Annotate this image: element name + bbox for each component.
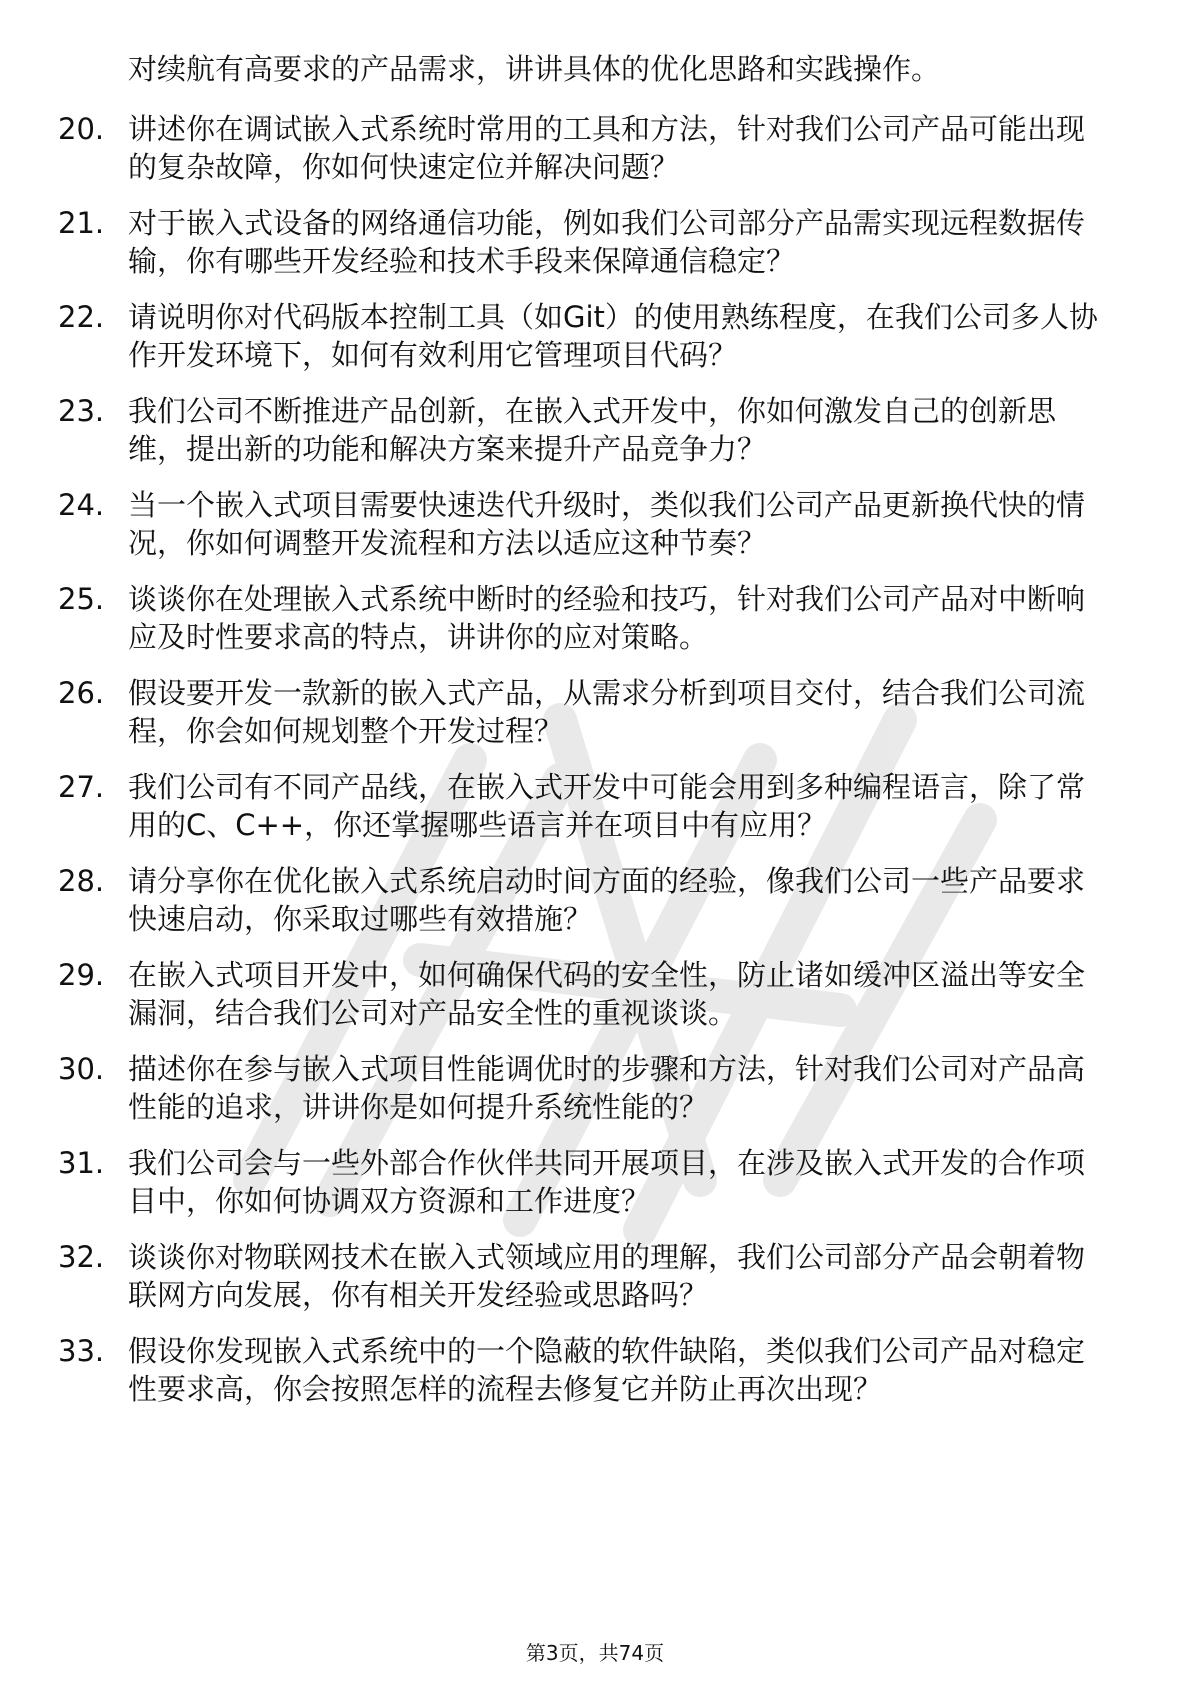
question-number: 31. — [58, 1146, 105, 1180]
question-text: 假设你发现嵌入式系统中的一个隐蔽的软件缺陷，类似我们公司产品对稳定性要求高，你会按照怎样的流程去修复它并防止再次出现？ — [128, 1334, 1086, 1406]
question-text: 我们公司有不同产品线，在嵌入式开发中可能会用到多种编程语言，除了常用的C、C++，你还掌握哪些语言并在项目中有应用？ — [128, 770, 1086, 842]
question-number: 27. — [58, 770, 105, 804]
question-number: 24. — [58, 488, 105, 522]
question-number: 33. — [58, 1334, 105, 1368]
question-text: 在嵌入式项目开发中，如何确保代码的安全性，防止诸如缓冲区溢出等安全漏洞，结合我们公司对产品安全性的重视谈谈。 — [128, 958, 1086, 1030]
question-text: 假设要开发一款新的嵌入式产品，从需求分析到项目交付，结合我们公司流程，你会如何规划整个开发过程？ — [128, 676, 1086, 748]
list-item — [58, 298, 1118, 374]
question-text: 请分享你在优化嵌入式系统启动时间方面的经验，像我们公司一些产品要求快速启动，你采取过哪些有效措施？ — [128, 864, 1086, 936]
list-item — [58, 204, 1118, 280]
question-number: 23. — [58, 394, 105, 428]
list-item — [58, 1144, 1118, 1220]
question-text: 对于嵌入式设备的网络通信功能，例如我们公司部分产品需实现远程数据传输，你有哪些开发经验和技术手段来保障通信稳定？ — [128, 206, 1086, 278]
question-number: 32. — [58, 1240, 105, 1274]
list-item — [58, 674, 1118, 750]
question-text: 当一个嵌入式项目需要快速迭代升级时，类似我们公司产品更新换代快的情况，你如何调整开发流程和方法以适应这种节奏？ — [128, 488, 1086, 560]
question-number: 28. — [58, 864, 105, 898]
question-text: 我们公司会与一些外部合作伙伴共同开展项目，在涉及嵌入式开发的合作项目中，你如何协调双方资源和工作进度？ — [128, 1146, 1086, 1218]
question-text: 讲述你在调试嵌入式系统时常用的工具和方法，针对我们公司产品可能出现的复杂故障，你如何快速定位并解决问题？ — [128, 112, 1086, 184]
question-text: 描述你在参与嵌入式项目性能调优时的步骤和方法，针对我们公司对产品高性能的追求，讲讲你是如何提升系统性能的？ — [128, 1052, 1086, 1124]
list-item — [58, 110, 1118, 186]
list-item — [58, 580, 1118, 656]
list-item — [58, 1238, 1118, 1314]
list-item — [58, 1332, 1118, 1408]
question-text: 谈谈你在处理嵌入式系统中断时的经验和技巧，针对我们公司产品对中断响应及时性要求高的特点，讲讲你的应对策略。 — [128, 582, 1086, 654]
question-number: 21. — [58, 206, 105, 240]
question-number: 20. — [58, 112, 105, 146]
page-footer: 第3页，共74页 — [525, 1641, 665, 1665]
continued-question-text: 对续航有高要求的产品需求，讲讲具体的优化思路和实践操作。 — [128, 52, 941, 86]
question-number: 25. — [58, 582, 105, 616]
question-number: 22. — [58, 300, 105, 334]
question-number: 29. — [58, 958, 105, 992]
list-item — [58, 392, 1118, 468]
question-number: 30. — [58, 1052, 105, 1086]
question-list — [58, 110, 1118, 1426]
question-number: 26. — [58, 676, 105, 710]
question-text: 我们公司不断推进产品创新，在嵌入式开发中，你如何激发自己的创新思维，提出新的功能和解决方案来提升产品竞争力？ — [128, 394, 1057, 466]
list-item — [58, 956, 1118, 1032]
list-item — [58, 486, 1118, 562]
question-text: 请说明你对代码版本控制工具（如Git）的使用熟练程度，在我们公司多人协作开发环境下，如何有效利用它管理项目代码？ — [128, 300, 1098, 372]
list-item — [58, 1050, 1118, 1126]
list-item — [58, 768, 1118, 844]
list-item — [58, 862, 1118, 938]
question-text: 谈谈你对物联网技术在嵌入式领域应用的理解，我们公司部分产品会朝着物联网方向发展，你有相关开发经验或思路吗？ — [128, 1240, 1086, 1312]
